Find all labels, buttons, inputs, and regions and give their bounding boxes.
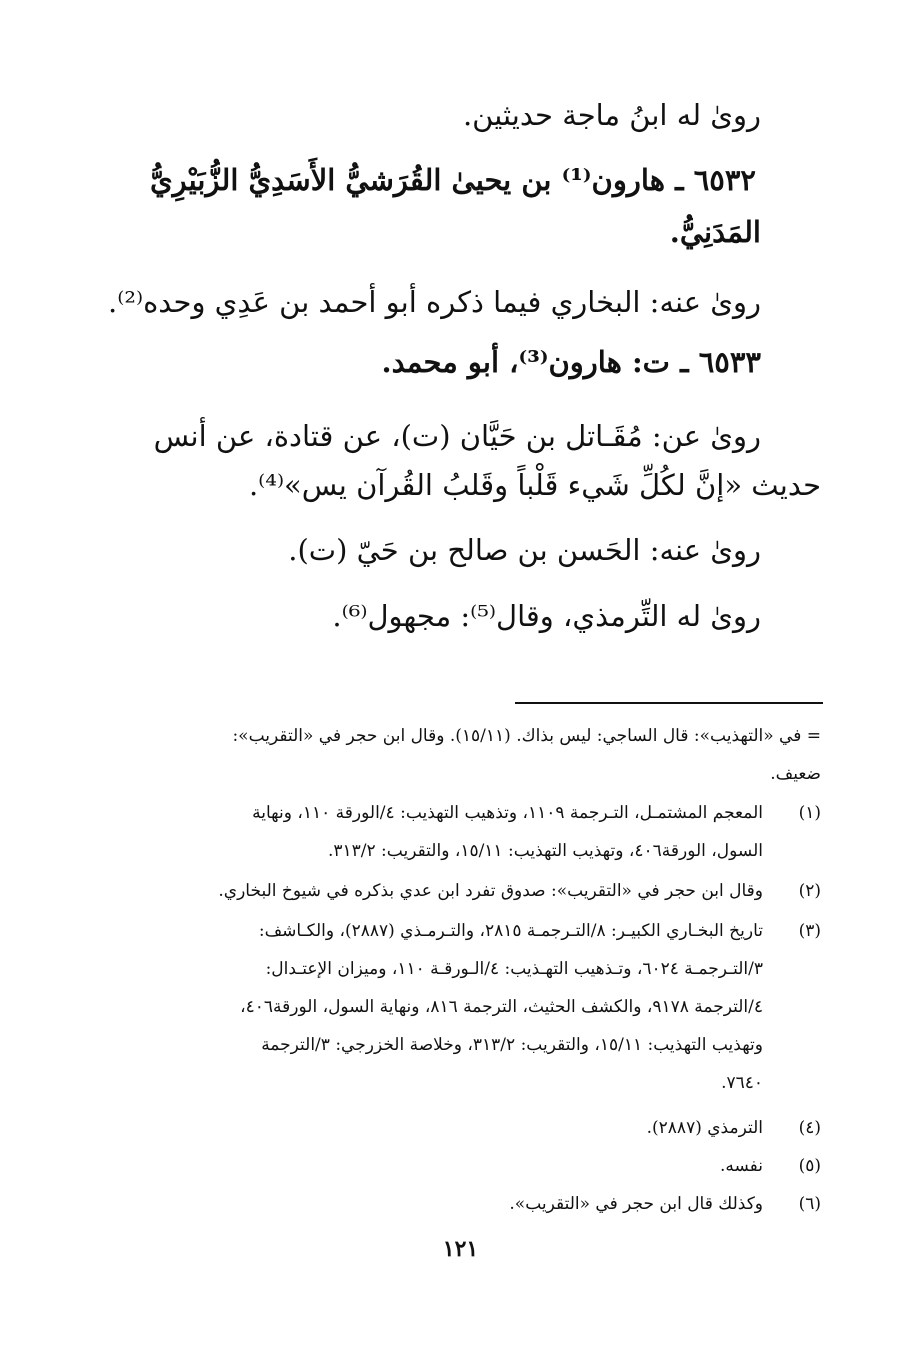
footnote-number: (٥) (798, 1156, 821, 1176)
footnote-text: المعجم المشتمـل، التـرجمة ١١٠٩، وتذهيب التهذيب: ٤/الورقة ١١٠، ونهاية (252, 803, 763, 823)
footnote-number: (٦) (798, 1194, 821, 1214)
text-line-al-hasan: روىٰ عنه: الحَسن بن صالح بن حَيّ (ت). (288, 533, 761, 567)
footnote-text: ٣/التـرجمـة ٦٠٢٤، وتـذهيب التهـذيب: ٤/الـورقـة ١١٠، وميزان الإعتـدال: (265, 959, 763, 979)
footnote-text: نفسه. (719, 1156, 763, 1176)
entry-6533-heading: ٦٥٣٣ ـ ت: هارون⁽³⁾، أبو محمد. (381, 345, 761, 379)
entry-6532-heading: ٦٥٣٢ ـ هارون⁽¹⁾ بن يحيىٰ القُرَشيُّ الأَسَدِيُّ الزُّبَيْرِيُّ (149, 163, 756, 197)
footnote-number: (١) (798, 803, 821, 823)
footnote-text: تاريخ البخـاري الكبيـر: ٨/التـرجمـة ٢٨١٥، والتـرمـذي (٢٨٨٧)، والكـاشف: (258, 921, 763, 941)
text-line-ibn-majah: روىٰ له ابنُ ماجة حديثين. (462, 98, 761, 132)
footnote-continuation-end: ضعيف. (770, 764, 821, 784)
footnote-divider (515, 702, 823, 704)
text-line-narrated-from: روىٰ عن: مُقَـاتل بن حَيَّان (ت)، عن قتادة، عن أنس (153, 419, 761, 453)
footnote-number: (٢) (798, 881, 821, 901)
text-line-narrated-from-him: روىٰ عنه: البخاري فيما ذكره أبو أحمد بن عَدِي وحده⁽²⁾. (108, 285, 761, 319)
footnote-number: (٤) (798, 1118, 821, 1138)
footnote-text: وكذلك قال ابن حجر في «التقريب». (509, 1194, 763, 1214)
entry-6532-nisba: المَدَنِيُّ. (669, 215, 761, 249)
footnote-text: ٤/الترجمة ٩١٧٨، والكشف الحثيث، الترجمة ٨١٦، ونهاية السول، الورقة٤٠٦، (240, 997, 763, 1017)
footnote-text: الترمذي (٢٨٨٧). (646, 1118, 763, 1138)
footnote-text: السول، الورقة٤٠٦، وتهذيب التهذيب: ١٥/١١، والتقريب: ٣١٣/٢. (327, 841, 763, 861)
footnote-text: ٧٦٤٠. (721, 1073, 763, 1093)
footnote-continuation: = في «التهذيب»: قال الساجي: ليس بذاك. (١٥/١١). وقال ابن حجر في «التقريب»: (232, 726, 821, 746)
text-line-hadith: حديث «إنَّ لكُلِّ شَيء قَلْباً وقَلبُ القُرآن يس»⁽⁴⁾. (248, 468, 821, 502)
footnote-text: وقال ابن حجر في «التقريب»: صدوق تفرد ابن عدي بذكره في شيوخ البخاري. (218, 881, 763, 901)
footnote-number: (٣) (798, 921, 821, 941)
text-line-tirmidhi: روىٰ له التِّرمذي، وقال⁽⁵⁾: مجهول⁽⁶⁾. (332, 599, 761, 633)
footnote-text: وتهذيب التهذيب: ١٥/١١، والتقريب: ٣١٣/٢، وخلاصة الخزرجي: ٣/الترجمة (261, 1035, 763, 1055)
page-number: ١٢١ (442, 1236, 479, 1262)
